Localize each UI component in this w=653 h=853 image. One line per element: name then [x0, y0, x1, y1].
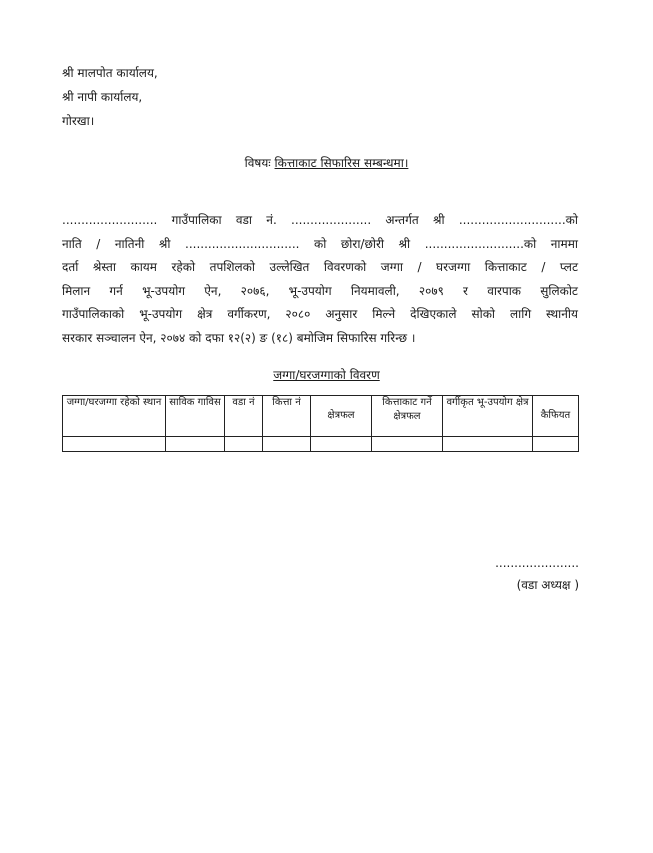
address-line-3: गोरखा। — [62, 114, 95, 128]
table-cell — [263, 437, 311, 452]
table-cell — [63, 437, 166, 452]
body-line: नाति / नातिनी श्री .............................. को छोरा/छोरी श्री ..........................को नाममा — [62, 236, 578, 251]
table-cell — [372, 437, 443, 452]
table-cell — [443, 437, 533, 452]
table-row — [63, 437, 579, 452]
col-header-former-vdc: साविक गाविस — [166, 396, 225, 437]
col-header-area: क्षेत्रफल — [311, 396, 372, 437]
address-line-1: श्री मालपोत कार्यालय, — [62, 66, 158, 80]
table-cell — [533, 437, 579, 452]
col-header-remarks: कैफियत — [533, 396, 579, 437]
subject-line — [0, 154, 653, 171]
table-cell — [166, 437, 225, 452]
signature-label: (वडा अध्यक्ष ) — [516, 578, 579, 592]
body-line: गाउँपालिकाको भू-उपयोग क्षेत्र वर्गीकरण, २०८० अनुसार मिल्ने देखिएकाले सोको लागि स्थानीय — [62, 307, 578, 322]
col-header-split-area: कित्ताकाट गर्ने क्षेत्रफल — [372, 396, 443, 437]
table-header-row — [63, 396, 579, 437]
col-header-land-use-zone: वर्गीकृत भू-उपयोग क्षेत्र — [443, 396, 533, 437]
subject-text: कित्ताकाट सिफारिस सम्बन्धमा। — [274, 156, 409, 170]
table-cell — [311, 437, 372, 452]
signature-line: ...................... — [495, 556, 579, 570]
body-line: सरकार सञ्चालन ऐन, २०७४ को दफा १२(२) ङ (१८) बमोजिम सिफारिस गरिन्छ । — [62, 330, 416, 345]
table-title: जग्गा/घरजग्गाको विवरण — [273, 368, 380, 382]
body-line: मिलान गर्न भू-उपयोग ऐन, २०७६, भू-उपयोग नियमावली, २०७९ र वारपाक सुलिकोट — [62, 283, 578, 298]
address-line-2: श्री नापी कार्यालय, — [62, 90, 143, 104]
table-cell — [225, 437, 263, 452]
body-line: ......................... गाउँपालिका वडा नं. ..................... अन्तर्गत श्री ............................को — [62, 213, 578, 227]
col-header-plot-no: कित्ता नं — [263, 396, 311, 437]
col-header-location: जग्गा/घरजग्गा रहेको स्थान — [63, 396, 166, 437]
body-line: दर्ता श्रेस्ता कायम रहेको तपशिलको उल्लेखित विवरणको जग्गा / घरजग्गा कित्ताकाट / प्लट — [62, 260, 578, 275]
land-details-table — [62, 395, 579, 452]
subject-prefix: विषयः — [244, 156, 271, 170]
col-header-ward-no: वडा नं — [225, 396, 263, 437]
body-paragraph — [62, 209, 578, 351]
